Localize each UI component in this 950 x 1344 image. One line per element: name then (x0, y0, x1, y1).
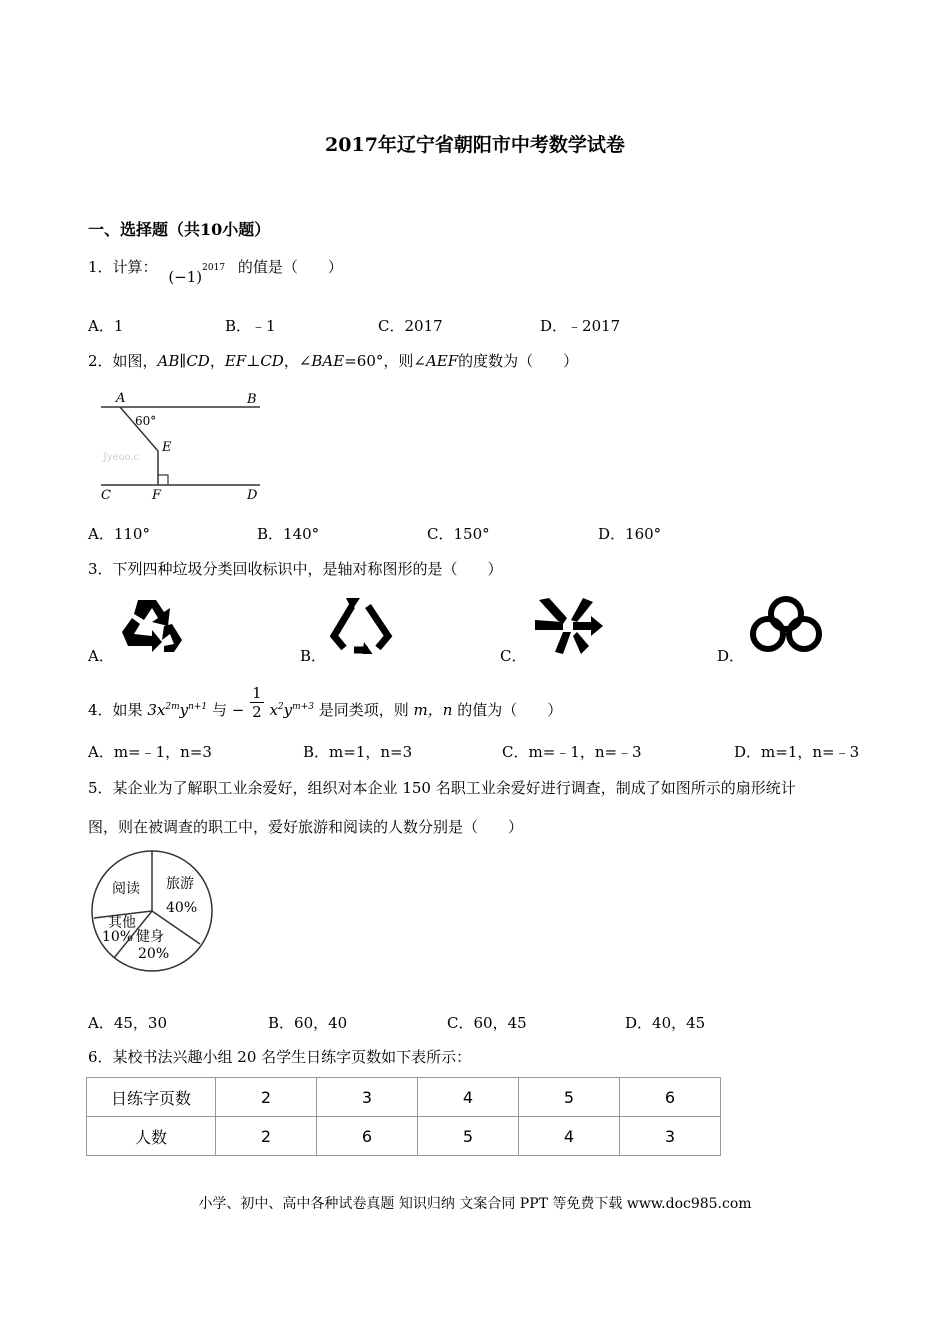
q4-fraction (250, 684, 264, 721)
table-row (87, 1078, 721, 1117)
q3-option-c: C． (500, 647, 527, 665)
q4-m1-y: y (179, 700, 189, 719)
q1-base: (−1) (168, 268, 203, 286)
q1-exponent: 2017 (202, 263, 226, 273)
q4-numerator: 1 (252, 684, 262, 702)
q3-option-a: A． (88, 647, 114, 665)
q2-option-d: D．160° (598, 525, 662, 543)
arrows-symbol-icon (533, 596, 605, 656)
q4-option-b: B．m=1，n=3 (303, 743, 413, 761)
q2-text: 2．如图， (88, 352, 158, 370)
q1-option-b: B．﹣1 (225, 317, 276, 335)
table-header-count: 人数 (87, 1117, 216, 1156)
q4-m1-base: 3x (147, 700, 166, 719)
q4-minus: − (231, 700, 245, 719)
q4-monomial-2 (269, 701, 314, 719)
q1-expression (168, 263, 226, 286)
q5-option-a: A．45，30 (88, 1014, 168, 1032)
pie-label-travel-pct: 40% (166, 900, 198, 916)
q4-vars: m，n (413, 700, 453, 719)
q5-option-d: D．40，45 (625, 1014, 706, 1032)
q4-option-a: A．m=﹣1，n=3 (88, 743, 212, 761)
label-e: E (162, 440, 172, 455)
page-title: 2017年辽宁省朝阳市中考数学试卷 (325, 134, 625, 156)
q5-option-c: C．60，45 (447, 1014, 527, 1032)
q6-table (86, 1077, 721, 1156)
question-5-line-2: 图，则在被调查的职工中，爱好旅游和阅读的人数分别是（ ） (88, 818, 524, 836)
q4-m1-yexp: n+1 (188, 701, 208, 712)
table-row (87, 1117, 721, 1156)
recycle-symbol-icon (118, 596, 188, 654)
watermark: Jyeoo.c (103, 452, 140, 463)
table-header-pages: 日练字页数 (87, 1078, 216, 1117)
q4-denominator: 2 (252, 703, 262, 721)
right-angle-mark (158, 475, 168, 485)
q4-option-c: C．m=﹣1，n=﹣3 (502, 743, 642, 761)
section-heading: 一、选择题（共10小题） (88, 220, 271, 239)
pie-label-fitness-pct: 20% (138, 946, 170, 962)
q4-option-d: D．m=1，n=﹣3 (734, 743, 860, 761)
q4-m1-exp: 2m (165, 701, 180, 712)
q2-sep: ， (209, 352, 225, 370)
q4-m2-y: y (283, 700, 293, 719)
table-cell: 2 (216, 1117, 317, 1156)
q1-option-a: A．1 (88, 317, 124, 335)
table-cell: 3 (317, 1078, 418, 1117)
q1-option-d: D．﹣2017 (540, 317, 621, 335)
biohazard-like-icon (748, 594, 824, 654)
table-cell: 4 (418, 1078, 519, 1117)
label-f: F (152, 488, 162, 503)
q2-angle-sym: ，∠ (283, 352, 312, 370)
q2-given: =60°，则∠ (344, 352, 426, 370)
question-5-line-1: 5．某企业为了解职工业余爱好，组织对本企业 150 名职工业余爱好进行调查，制成了如图所示的扇形统计 (88, 779, 796, 797)
triangle-arrows-icon (328, 596, 394, 654)
question-4 (88, 684, 562, 724)
table-cell: 4 (519, 1117, 620, 1156)
q2-parallel: AB∥CD (157, 352, 210, 370)
table-cell: 2 (216, 1078, 317, 1117)
label-angle: 60° (135, 414, 157, 428)
q2-option-c: C．150° (427, 525, 490, 543)
q3-option-b: B． (300, 647, 327, 665)
question-3: 3．下列四种垃圾分类回收标识中，是轴对称图形的是（ ） (88, 560, 503, 578)
pie-chart (90, 848, 216, 974)
pie-label-other-pct: 10% (102, 929, 134, 945)
q2-angle-aef: AEF (425, 352, 459, 370)
label-a: A (116, 391, 126, 406)
table-cell: 6 (317, 1117, 418, 1156)
label-c: C (101, 488, 111, 503)
table-cell: 5 (418, 1117, 519, 1156)
q2-option-a: A．110° (88, 525, 150, 543)
label-d: D (247, 488, 258, 503)
q4-prefix: 4．如果 (88, 700, 143, 719)
question-1 (88, 256, 343, 286)
q2-ask: 的度数为（ ） (458, 352, 579, 370)
page-footer: 小学、初中、高中各种试卷真题 知识归纳 文案合同 PPT 等免费下载 www.doc985.com (198, 1196, 752, 1212)
pie-label-fitness: 健身 (136, 929, 164, 945)
q4-m2-base: x (269, 700, 278, 719)
q5-option-b: B．60，40 (268, 1014, 348, 1032)
q4-suffix: 是同类项，则 (318, 700, 409, 719)
question-2 (88, 350, 578, 371)
q4-mid: 与 (211, 700, 227, 719)
q1-prefix: 1．计算： (88, 258, 158, 276)
q2-perp: EF⊥CD (224, 352, 284, 370)
q2-angle-bae: BAE (311, 352, 345, 370)
q1-suffix: 的值是（ ） (237, 258, 343, 276)
table-cell: 5 (519, 1078, 620, 1117)
q4-m2-yexp: m+3 (292, 701, 314, 712)
pie-label-travel: 旅游 (166, 876, 194, 892)
table-cell: 6 (620, 1078, 721, 1117)
q2-option-b: B．140° (257, 525, 320, 543)
q4-m2-exp: 2 (277, 701, 284, 712)
q4-monomial-1 (147, 701, 207, 719)
q1-option-c: C．2017 (378, 317, 443, 335)
q3-option-d: D． (717, 647, 745, 665)
q2-figure (95, 385, 270, 505)
question-6: 6．某校书法兴趣小组 20 名学生日练字页数如下表所示： (88, 1048, 472, 1066)
q4-end: 的值为（ ） (457, 700, 563, 719)
table-cell: 3 (620, 1117, 721, 1156)
label-b: B (247, 392, 257, 407)
pie-label-reading: 阅读 (112, 881, 140, 897)
pie-label-other: 其他 (108, 915, 136, 931)
